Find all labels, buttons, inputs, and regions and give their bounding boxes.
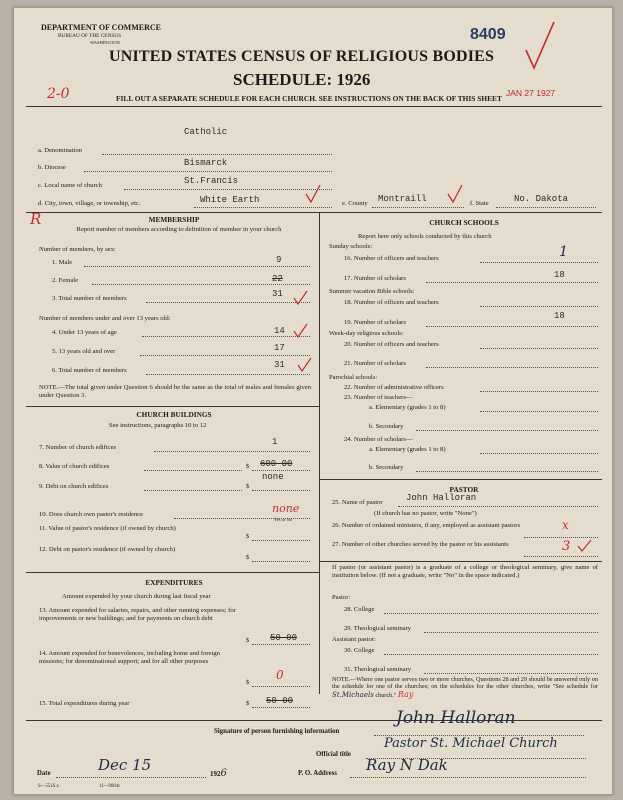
q25-label: 25. Name of pastor <box>332 499 383 506</box>
year-prefix: 1926 <box>210 768 227 779</box>
q17-value: 18 <box>554 270 565 280</box>
check-mark-icon <box>292 290 310 306</box>
church-schools-heading: CHURCH SCHOOLS <box>429 218 499 227</box>
city-value: White Earth <box>200 195 260 205</box>
denomination-label: a. Denomination <box>38 147 82 154</box>
date-value: Dec 15 <box>98 756 152 774</box>
q8-label: 8. Value of church edifices <box>39 463 110 470</box>
schedule-year: SCHEDULE: 1926 <box>233 70 371 89</box>
check-mark-icon <box>576 539 594 553</box>
bureau-city: WASHINGTON <box>90 40 120 45</box>
schools-intro: Report here only schools conducted by this church <box>358 233 492 240</box>
q21-label: 21. Number of scholars <box>344 360 406 367</box>
separate-schedule-instruction: FILL OUT A SEPARATE SCHEDULE FOR EACH CHURCH. SEE INSTRUCTIONS ON THE BACK OF THIS SHEET <box>116 94 502 103</box>
q24b-label: b. Secondary <box>369 464 404 471</box>
q4-label: 4. Under 13 years of age <box>52 329 117 336</box>
check-mark-icon <box>304 184 322 204</box>
pastor-schedule-note: NOTE.—Where one pastor serves two or more churches, Questions 28 and 29 should be answered only on the schedule for one of the churches; on the schedules for the other churches, write "See schedule for St.Michaels church." Ray <box>332 676 598 699</box>
q11-label: 11. Value of pastor's residence (if owned by church) <box>39 525 176 532</box>
q1-label: 1. Male <box>52 259 73 266</box>
check-mark-icon <box>446 184 464 204</box>
official-title-label: Official title <box>316 751 351 758</box>
q18-label: 18. Number of officers and teachers <box>344 299 439 306</box>
diocese-label: b. Diocese <box>38 164 66 171</box>
q30-label: 30. College <box>344 647 375 654</box>
yes-no-hint: Yes or No <box>274 517 293 522</box>
q7-label: 7. Number of church edifices <box>39 444 117 451</box>
q25-note: (If church has no pastor, write "None") <box>374 510 477 517</box>
membership-note: NOTE.—The total given under Question 6 should be the same as the total of males and females given under Question 3. <box>39 384 311 399</box>
expenditures-heading: EXPENDITURES <box>145 578 203 587</box>
bureau-name: BUREAU OF THE CENSUS <box>58 33 122 39</box>
po-address-label: P. O. Address <box>298 770 337 777</box>
year-suffix: 6 <box>220 768 227 779</box>
q5-value: 17 <box>274 343 285 353</box>
po-address-value: Ray N Dak <box>366 756 448 774</box>
q25-value: John Halloran <box>406 493 477 503</box>
q17-label: 17. Number of scholars <box>344 275 406 282</box>
q9-value: none <box>262 472 284 482</box>
pastor-label: Pastor: <box>332 594 351 601</box>
q14-value: 0 <box>276 668 284 682</box>
q19-value: 18 <box>554 311 565 321</box>
buildings-heading: CHURCH BUILDINGS <box>136 410 212 419</box>
vacation-schools-label: Summer vacation Bible schools: <box>329 288 415 295</box>
q10-value: none <box>272 502 300 515</box>
q4-value: 14 <box>274 326 285 336</box>
q8-value: 600 00 <box>260 459 293 469</box>
q6-label: 6. Total number of members <box>52 367 127 374</box>
pastor-heading: PASTOR <box>449 485 479 494</box>
q27-value: 3 <box>562 539 571 554</box>
q14-label: 14. Amount expended for benevolences, including home and foreign missions; for denominational support; and for all other purposes <box>39 650 220 665</box>
census-schedule-sheet: DEPARTMENT OF COMMERCE BUREAU OF THE CENSUS WASHINGTON UNITED STATES CENSUS OF RELIGIOUS BODIES SCHEDULE: 1926 FILL OUT A SEPARATE SCHEDULE FOR EACH CHURCH. SEE INSTRUCTIONS ON THE BACK OF THIS SHEET 8409 JAN 27 1927 2-0 a. Denomination Catholic b. Diocese Bismarck c. Local name of church St.Francis d. City, town, village, or township, etc. White Earth e. County Montraill f. State No. Dakota R MEMBERSHIP Report number of members according to definition of member in your church Number of members, by sex: 1. Male 9 2. Female 22 3. Total number of members 31 Number of members under and over 13 years old: 4. Under 13 years of age 14 5. 13 years old and over 17 6. Total number of members 31 NOTE.—The total given under Question 6 should be the same as the total of males and females given under Question 3. CHURCH BUILDINGS See instructions, paragraphs 10 to 12 7. Number of church edifices 1 8. Value of church edifices $ 600 00 9. Debt on church edifices $ none 10. Does church own pastor's residence none Yes or No 11. Value of pastor's residence (if owned by church) $ 12. Debt on pastor's residence (if owned by church) $ EXPENDITURES Amount expended by your church during last fiscal year 13. Amount expended for salaries, repairs, and other running expenses; for improvements or new buildings; and for payments on church debt $ 50 00 14. Amount expended for benevolences, including home and foreign missions; for denominational support; and for all other purposes $ 0 15. Total expenditures during year $ 50 00 CHURCH SCHOOLS Report here only schools conducted by this church Sunday schools: 16. Number of officers and teachers 1 17. Number of scholars 18 Summer vacation Bible schools: 18. Number of officers and teachers 19. Number of scholars 18 Week-day religious schools: 20. Number of officers and teachers 21. Number of scholars Parochial schools: 22. Number of administrative officers 23. Number of teachers— a. Elementary (grades 1 to 8) b. Secondary 24. Number of scholars— a. Elementary (grades 1 to 8) b. Secondary PASTOR 25. Name of pastor John Halloran (If church has no pastor, write "None") 26. Number of ordained ministers, if any, employed as assistant pastors x 27. Number of other churches served by the pastor or his assistants 3 If pastor (or assistant pastor) is a graduate of a college or theological seminary, give name of institution below. (If not a graduate, write "No" in the space indicated.) Pastor: 28. College 29. Theological seminary Assistant pastor: 30. College 31. Theological seminary NOTE.—Where one pastor serves two or more churches, Questions 28 and 29 should be answered only on the schedule for one of the churches; on the schedules for the other churches, write "See schedule for St.Michaels church." Ray Signature of person furnishing information John Halloran Official title Pastor St. Michael Church Date Dec 15 1926 P. O. Address Ray N Dak S—551S a 11—9664c <box>13 7 613 795</box>
membership-heading: MEMBERSHIP <box>148 215 200 224</box>
q29-label: 29. Theological seminary <box>344 625 412 632</box>
buildings-instructions: See instructions, paragraphs 10 to 12 <box>109 422 207 429</box>
note-ink-mark: Ray <box>397 689 414 699</box>
official-title-value: Pastor St. Michael Church <box>384 736 558 751</box>
diocese-value: Bismarck <box>184 158 228 168</box>
q31-label: 31. Theological seminary <box>344 666 412 673</box>
city-label: d. City, town, village, or township, etc. <box>38 200 141 207</box>
form-print-number: 11—9664c <box>99 784 121 789</box>
q6-value: 31 <box>274 360 285 370</box>
q13-label: 13. Amount expended for salaries, repairs, and other running expenses; for improvements or new buildings; and for payments on church debt <box>39 607 236 622</box>
state-label: f. State <box>470 200 489 207</box>
county-label: e. County <box>342 200 368 207</box>
q16-value: 1 <box>559 244 568 260</box>
handwritten-r-mark: R <box>30 210 42 228</box>
members-by-age-label: Number of members under and over 13 years old: <box>39 315 171 322</box>
department-name: DEPARTMENT OF COMMERCE <box>41 23 162 32</box>
q13-value: 50 00 <box>270 633 298 643</box>
denomination-value: Catholic <box>184 127 228 137</box>
membership-intro: Report number of members according to definition of member in your church <box>76 226 282 233</box>
q12-label: 12. Debt on pastor's residence (if owned by church) <box>39 546 176 553</box>
q23a-label: a. Elementary (grades 1 to 8) <box>369 404 446 411</box>
received-date-stamp: JAN 27 1927 <box>506 88 556 98</box>
parochial-schools-label: Parochial schools: <box>329 374 378 381</box>
serial-number: 8409 <box>470 26 506 43</box>
q24-label: 24. Number of scholars— <box>344 436 413 443</box>
q1-value: 9 <box>276 255 282 265</box>
q27-label: 27. Number of other churches served by the pastor or his assistants <box>332 541 509 548</box>
q16-label: 16. Number of officers and teachers <box>344 255 439 262</box>
q28-label: 28. College <box>344 606 375 613</box>
q22-label: 22. Number of administrative officers <box>344 384 444 391</box>
q24a-label: a. Elementary (grades 1 to 8) <box>369 446 446 453</box>
q26-label: 26. Number of ordained ministers, if any, employed as assistant pastors <box>332 522 521 529</box>
state-value: No. Dakota <box>514 194 569 204</box>
check-mark-icon <box>292 323 310 339</box>
handwritten-code: 2-0 <box>47 86 70 102</box>
q20-label: 20. Number of officers and teachers <box>344 341 439 348</box>
local-name-value: St.Francis <box>184 176 239 186</box>
q15-value: 50 00 <box>266 696 294 706</box>
weekday-schools-label: Week-day religious schools: <box>329 330 404 337</box>
signature-label: Signature of person furnishing information <box>214 728 340 735</box>
q3-label: 3. Total number of members <box>52 295 127 302</box>
check-mark-icon <box>296 357 314 373</box>
date-label: Date <box>37 770 51 777</box>
q9-label: 9. Debt on church edifices <box>39 483 109 490</box>
q23-label: 23. Number of teachers— <box>344 394 413 401</box>
county-value: Montraill <box>378 194 427 204</box>
q3-value: 31 <box>272 289 283 299</box>
q19-label: 19. Number of scholars <box>344 319 406 326</box>
q26-value: x <box>562 518 569 532</box>
q23b-label: b. Secondary <box>369 423 404 430</box>
local-name-label: c. Local name of church <box>38 182 102 189</box>
q10-label: 10. Does church own pastor's residence <box>39 511 144 518</box>
form-number: S—551S a <box>38 784 59 789</box>
assistant-pastor-label: Assistant pastor: <box>332 636 376 643</box>
college-note: If pastor (or assistant pastor) is a graduate of a college or theological seminary, give name of institution below. (If not a graduate, write "No" in the space indicated.) <box>332 564 598 579</box>
check-mark-icon <box>522 18 562 78</box>
q5-label: 5. 13 years old and over <box>52 348 116 355</box>
q2-label: 2. Female <box>52 277 79 284</box>
q7-value: 1 <box>272 437 278 447</box>
members-by-sex-label: Number of members, by sex: <box>39 246 116 253</box>
q15-label: 15. Total expenditures during year <box>39 700 130 707</box>
expenditures-subtitle: Amount expended by your church during last fiscal year <box>62 593 211 600</box>
sunday-schools-label: Sunday schools: <box>329 243 373 250</box>
signature-value: John Halloran <box>396 708 516 728</box>
q2-value: 22 <box>272 274 283 284</box>
note-church-insert: St.Michaels <box>332 690 374 699</box>
form-title: UNITED STATES CENSUS OF RELIGIOUS BODIES <box>109 48 495 65</box>
